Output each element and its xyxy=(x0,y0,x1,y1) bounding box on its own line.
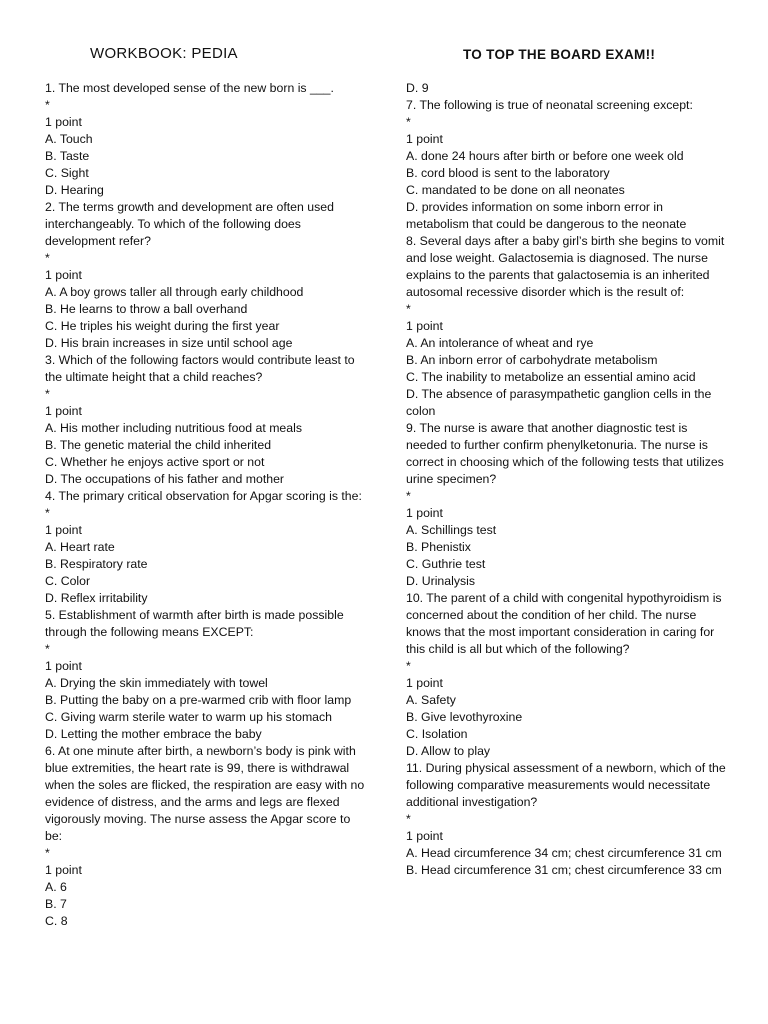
text-line: 11. During physical assessment of a newborn, which of the following comparative measurements would necessitate additional investigation? xyxy=(406,761,726,809)
text-line: A. Head circumference 34 cm; chest circumference 31 cm xyxy=(406,846,722,860)
text-line: D. Allow to play xyxy=(406,744,491,758)
text-line: 1 point xyxy=(406,829,443,843)
text-line: 6. At one minute after birth, a newborn’s body is pink with blue extremities, the heart rate is 99, there is withdrawal when the soles are flicked, the respiration are easy with no evidence of distress, and the arms and legs are flexed vigorously moving. The nurse assess the Apgar score to be: xyxy=(45,744,365,843)
text-line: 7. The following is true of neonatal screening except: xyxy=(406,98,693,112)
text-line: A. Safety xyxy=(406,693,456,707)
text-line: D. 9 xyxy=(406,81,429,95)
text-line: C. Color xyxy=(45,574,91,588)
text-line: C. The inability to metabolize an essential amino acid xyxy=(406,370,696,384)
text-line: * xyxy=(45,387,50,401)
text-line: 1. The most developed sense of the new born is ___. xyxy=(45,81,334,95)
text-line: B. Taste xyxy=(45,149,90,163)
text-line: 1 point xyxy=(406,506,443,520)
text-line: B. The genetic material the child inherited xyxy=(45,438,272,452)
text-line: 9. The nurse is aware that another diagnostic test is needed to further confirm phenylketonuria. The nurse is correct in choosing which of the following tests that utilizes urine specimen? xyxy=(406,421,724,486)
text-line: D. provides information on some inborn error in metabolism that could be dangerous to the neonate xyxy=(406,200,687,231)
text-line: D. The absence of parasympathetic ganglion cells in the colon xyxy=(406,387,712,418)
text-line: A. Schillings test xyxy=(406,523,497,537)
text-line: B. Give levothyroxine xyxy=(406,710,523,724)
text-line: B. He learns to throw a ball overhand xyxy=(45,302,248,316)
text-line: A. His mother including nutritious food at meals xyxy=(45,421,302,435)
text-line: D. The occupations of his father and mother xyxy=(45,472,285,486)
text-line: C. Guthrie test xyxy=(406,557,486,571)
text-line: A. Heart rate xyxy=(45,540,115,554)
text-line: 1 point xyxy=(45,659,82,673)
text-line: C. Isolation xyxy=(406,727,468,741)
left-column xyxy=(45,80,367,930)
text-line: * xyxy=(406,659,411,673)
text-line: C. Whether he enjoys active sport or not xyxy=(45,455,265,469)
text-line: 1 point xyxy=(45,115,82,129)
text-line: 5. Establishment of warmth after birth is made possible through the following means EXCEPT: xyxy=(45,608,344,639)
text-line: B. 7 xyxy=(45,897,67,911)
text-line: B. An inborn error of carbohydrate metabolism xyxy=(406,353,658,367)
text-line: * xyxy=(406,812,411,826)
text-line: * xyxy=(45,642,50,656)
text-line: A. done 24 hours after birth or before one week old xyxy=(406,149,684,163)
text-line: D. Reflex irritability xyxy=(45,591,148,605)
text-line: A. An intolerance of wheat and rye xyxy=(406,336,594,350)
text-line: C. He triples his weight during the first year xyxy=(45,319,280,333)
text-line: B. Putting the baby on a pre-warmed crib with floor lamp xyxy=(45,693,352,707)
text-line: * xyxy=(45,98,50,112)
text-line: 2. The terms growth and development are often used interchangeably. To which of the following does development refer? xyxy=(45,200,334,248)
text-line: 1 point xyxy=(45,404,82,418)
text-line: A. A boy grows taller all through early childhood xyxy=(45,285,304,299)
text-line: C. Sight xyxy=(45,166,89,180)
text-line: 1 point xyxy=(45,268,82,282)
text-line: A. 6 xyxy=(45,880,67,894)
text-line: C. mandated to be done on all neonates xyxy=(406,183,625,197)
text-line: 8. Several days after a baby girl’s birth she begins to vomit and lose weight. Galactosemia is diagnosed. The nurse explains to the parents that galactosemia is an inherited autosomal recessive disorder which is the result of: xyxy=(406,234,725,299)
text-line: 1 point xyxy=(45,523,82,537)
workbook-title: WORKBOOK: PEDIA xyxy=(90,45,238,62)
text-line: * xyxy=(45,251,50,265)
text-line: 1 point xyxy=(406,319,443,333)
text-line: 1 point xyxy=(45,863,82,877)
exam-slogan: TO TOP THE BOARD EXAM!! xyxy=(463,47,656,62)
text-line: B. Phenistix xyxy=(406,540,471,554)
right-column xyxy=(406,80,728,879)
text-line: * xyxy=(406,302,411,316)
text-line: D. His brain increases in size until school age xyxy=(45,336,293,350)
text-line: 1 point xyxy=(406,676,443,690)
text-line: * xyxy=(406,115,411,129)
text-line: B. Head circumference 31 cm; chest circumference 33 cm xyxy=(406,863,722,877)
text-line: C. 8 xyxy=(45,914,68,928)
text-line: C. Giving warm sterile water to warm up his stomach xyxy=(45,710,333,724)
text-line: D. Hearing xyxy=(45,183,104,197)
text-line: * xyxy=(406,489,411,503)
text-line: 4. The primary critical observation for Apgar scoring is the: xyxy=(45,489,362,503)
text-line: B. cord blood is sent to the laboratory xyxy=(406,166,610,180)
text-line: B. Respiratory rate xyxy=(45,557,148,571)
text-line: D. Letting the mother embrace the baby xyxy=(45,727,262,741)
text-line: 10. The parent of a child with congenital hypothyroidism is concerned about the condition of her child. The nurse knows that the most important consideration in caring for this child is all but which of the following? xyxy=(406,591,722,656)
text-line: * xyxy=(45,506,50,520)
text-line: D. Urinalysis xyxy=(406,574,476,588)
text-line: 1 point xyxy=(406,132,443,146)
text-line: A. Touch xyxy=(45,132,93,146)
text-line: * xyxy=(45,846,50,860)
text-line: A. Drying the skin immediately with towel xyxy=(45,676,268,690)
text-line: 3. Which of the following factors would contribute least to the ultimate height that a child reaches? xyxy=(45,353,355,384)
